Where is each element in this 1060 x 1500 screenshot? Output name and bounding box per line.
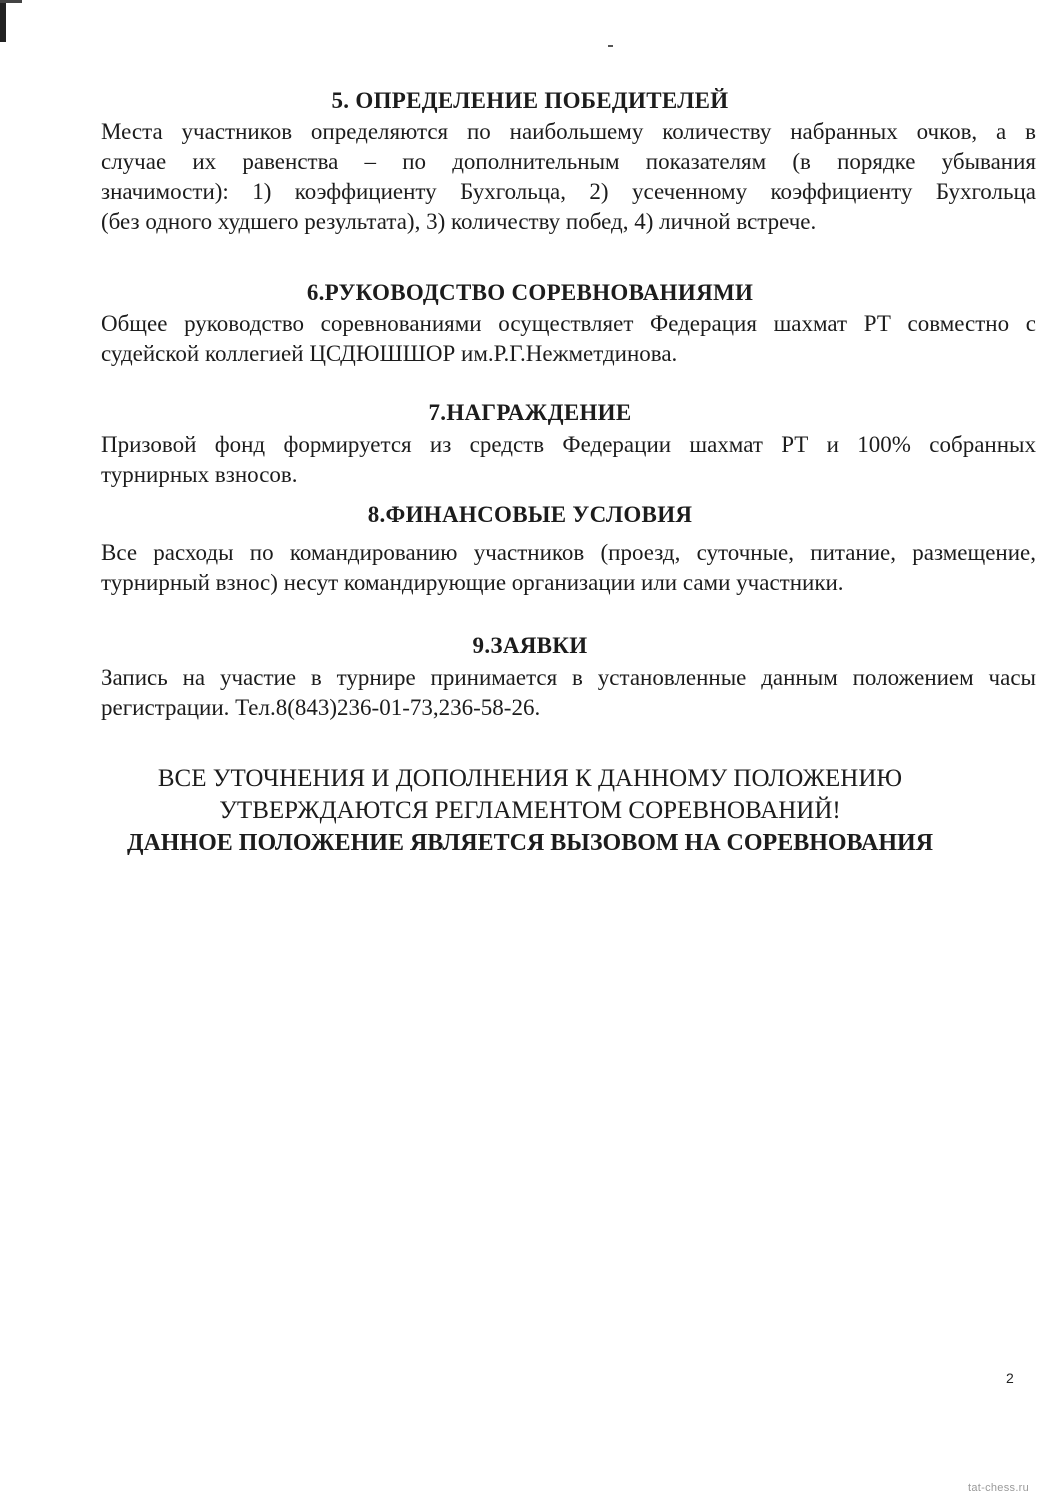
section-6-line-2: судейской коллегией ЦСДЮШШОР им.Р.Г.Нежметдинова. [101, 341, 678, 366]
section-9-line-1: Запись на участие в турнире принимается в установленные данным положением часы [101, 665, 1036, 690]
section-9-heading: 9.ЗАЯВКИ [472, 633, 588, 658]
section-5-line-1: Места участников определяются по наибольшему количеству набранных очков, а в [101, 119, 1036, 144]
section-6-body [101, 309, 1036, 369]
section-5-heading: 5. ОПРЕДЕЛЕНИЕ ПОБЕДИТЕЛЕЙ [331, 88, 729, 113]
scan-speck [608, 45, 613, 47]
section-8-body [101, 538, 1036, 598]
section-7-line-1: Призовой фонд формируется из средств Федерации шахмат РТ и 100% собранных [101, 432, 1036, 457]
notice-line-1: ВСЕ УТОЧНЕНИЯ И ДОПОЛНЕНИЯ К ДАННОМУ ПОЛОЖЕНИЮ [157, 765, 903, 792]
scan-edge-mark-top [0, 0, 22, 3]
section-7-heading: 7.НАГРАЖДЕНИЕ [428, 400, 632, 425]
section-7-body [101, 430, 1036, 490]
scan-edge-mark [0, 0, 6, 42]
section-7-line-2: турнирных взносов. [101, 462, 298, 487]
closing-notice [0, 763, 1060, 859]
section-6-heading: 6.РУКОВОДСТВО СОРЕВНОВАНИЯМИ [306, 280, 754, 305]
section-8-line-2: турнирный взнос) несут командирующие организации или сами участники. [101, 570, 844, 595]
notice-line-3: ДАННОЕ ПОЛОЖЕНИЕ ЯВЛЯЕТСЯ ВЫЗОВОМ НА СОРЕВНОВАНИЯ [126, 830, 934, 856]
section-6-line-1: Общее руководство соревнованиями осуществляет Федерация шахмат РТ совместно с [101, 311, 1036, 336]
section-5-body [101, 117, 1036, 237]
page-number: 2 [1006, 1370, 1014, 1386]
notice-line-2: УТВЕРЖДАЮТСЯ РЕГЛАМЕНТОМ СОРЕВНОВАНИЙ! [219, 797, 841, 824]
section-8-line-1: Все расходы по командированию участников (проезд, суточные, питание, размещение, [101, 540, 1036, 565]
site-watermark: tat-chess.ru [968, 1482, 1030, 1494]
section-5-line-3: значимости): 1) коэффициенту Бухгольца, 2) усеченному коэффициенту Бухгольца [101, 179, 1036, 204]
section-5-line-4: (без одного худшего результата), 3) количеству побед, 4) личной встрече. [101, 209, 817, 234]
section-9-line-2: регистрации. Тел.8(843)236-01-73,236-58-26. [101, 695, 541, 720]
section-8-heading: 8.ФИНАНСОВЫЕ УСЛОВИЯ [367, 502, 693, 527]
section-5-line-2: случае их равенства – по дополнительным показателям (в порядке убывания [101, 149, 1036, 174]
section-9-body [101, 663, 1036, 723]
